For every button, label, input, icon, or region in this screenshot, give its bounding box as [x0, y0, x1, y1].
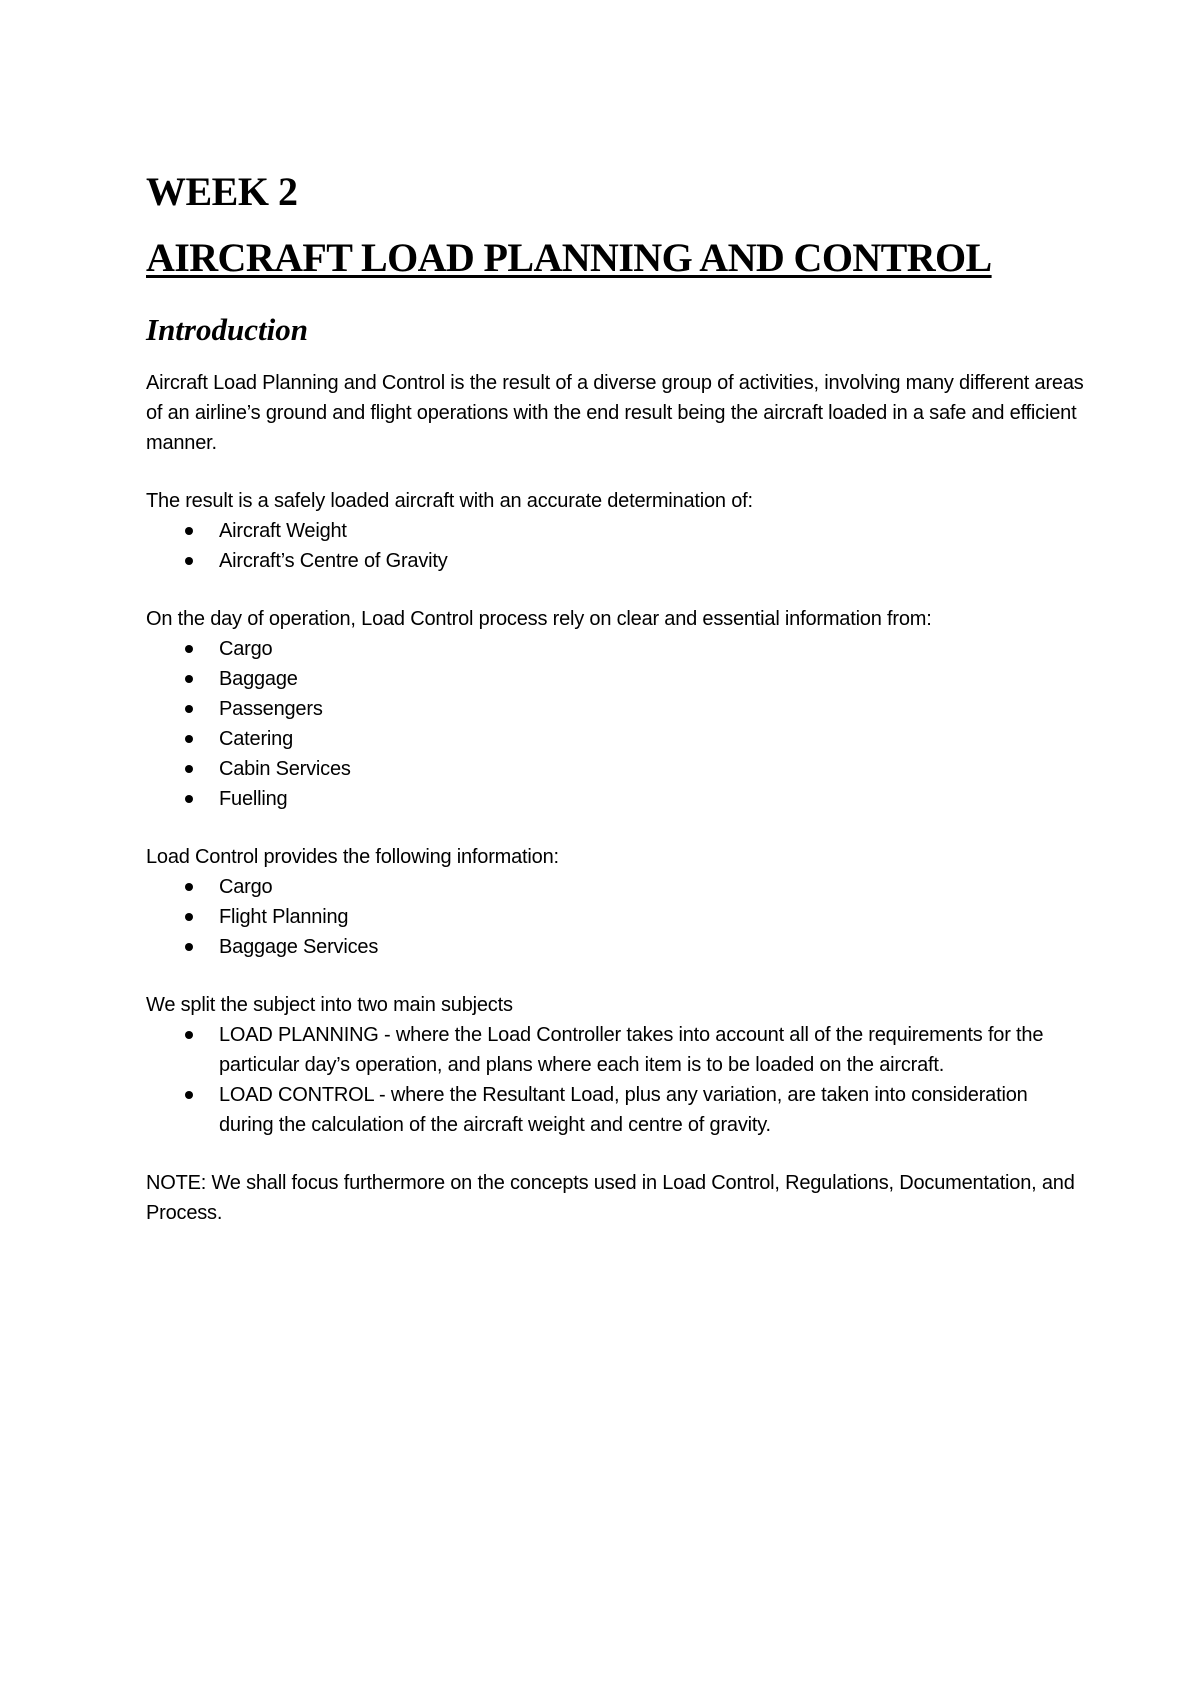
list-item: [146, 664, 1086, 694]
bullet-icon: [185, 883, 193, 891]
section-title: Introduction: [146, 312, 308, 347]
list-item: [146, 724, 1086, 754]
list-item-text: Baggage Services: [219, 936, 379, 958]
bullet-icon: [185, 1091, 193, 1099]
list-item: [146, 754, 1086, 784]
list-item: [146, 1020, 1086, 1080]
result-lead: The result is a safely loaded aircraft with an accurate determination of:: [146, 490, 753, 512]
document-page: [146, 170, 1086, 1256]
bullet-icon: [185, 913, 193, 921]
list-item-text: Catering: [219, 728, 293, 750]
list-item-text: Cargo: [219, 638, 273, 660]
list-item: [146, 546, 1086, 576]
intro-paragraph: Aircraft Load Planning and Control is the result of a diverse group of activities, involving many different areas of an airline’s ground and flight operations with the end result being the aircraft loaded in a safe and efficient manner.: [146, 372, 1084, 454]
list-item: [146, 634, 1086, 664]
bullet-icon: [185, 705, 193, 713]
list-item-text: Fuelling: [219, 788, 288, 810]
bullet-icon: [185, 675, 193, 683]
list-item-text: Aircraft Weight: [219, 520, 347, 542]
list-item-text: Cargo: [219, 876, 273, 898]
list-item-text: Baggage: [219, 668, 298, 690]
split-lead: We split the subject into two main subjects: [146, 994, 513, 1016]
week-title: WEEK 2: [146, 169, 298, 214]
bullet-icon: [185, 795, 193, 803]
document-body: [146, 368, 1086, 1228]
main-title: AIRCRAFT LOAD PLANNING AND CONTROL: [146, 235, 992, 280]
list-item-text: LOAD CONTROL - where the Resultant Load, plus any variation, are taken into consideration during the calculation of the aircraft weight and centre of gravity.: [219, 1084, 1028, 1136]
list-item-text: Flight Planning: [219, 906, 349, 928]
bullet-icon: [185, 735, 193, 743]
list-item: [146, 902, 1086, 932]
list-item: [146, 932, 1086, 962]
note-paragraph: NOTE: We shall focus furthermore on the concepts used in Load Control, Regulations, Documentation, and Process.: [146, 1172, 1075, 1224]
bullet-icon: [185, 765, 193, 773]
list-item-text: Aircraft’s Centre of Gravity: [219, 550, 448, 572]
bullet-icon: [185, 527, 193, 535]
day-of-operation-lead: On the day of operation, Load Control process rely on clear and essential information from:: [146, 608, 932, 630]
bullet-icon: [185, 1031, 193, 1039]
provides-list: [146, 872, 1086, 962]
day-of-operation-list: [146, 634, 1086, 814]
result-list: [146, 516, 1086, 576]
list-item: [146, 784, 1086, 814]
split-list: [146, 1020, 1086, 1140]
list-item-text: Passengers: [219, 698, 323, 720]
list-item-text: LOAD PLANNING - where the Load Controller takes into account all of the requirements for the particular day’s operation, and plans where each item is to be loaded on the aircraft.: [219, 1024, 1044, 1076]
list-item: [146, 516, 1086, 546]
list-item: [146, 1080, 1086, 1140]
bullet-icon: [185, 557, 193, 565]
list-item-text: Cabin Services: [219, 758, 351, 780]
provides-lead: Load Control provides the following information:: [146, 846, 559, 868]
bullet-icon: [185, 943, 193, 951]
bullet-icon: [185, 645, 193, 653]
list-item: [146, 694, 1086, 724]
list-item: [146, 872, 1086, 902]
